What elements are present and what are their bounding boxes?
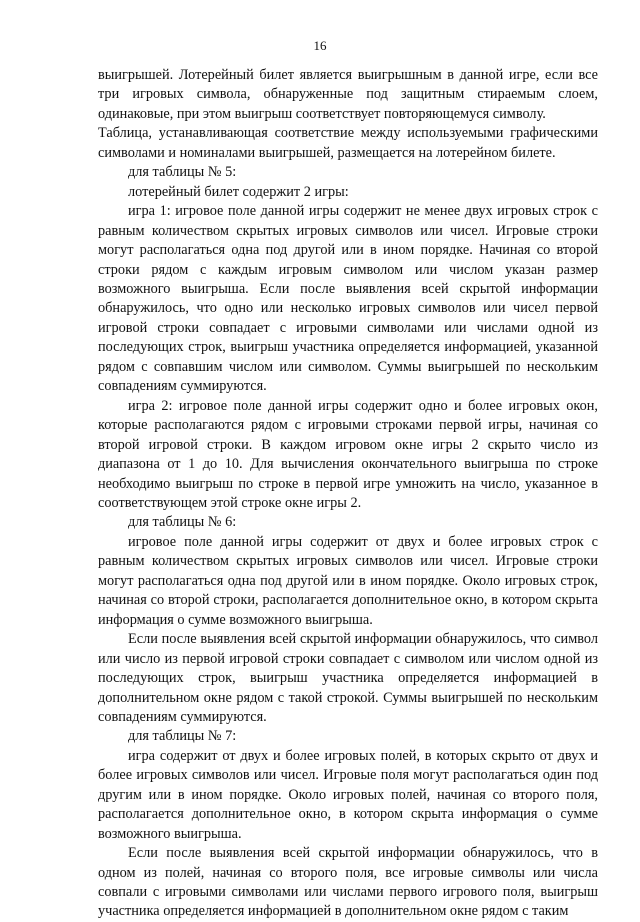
section-label-table-5: для таблицы № 5: [128,164,237,181]
section-label-table-6: для таблицы № 6: [128,514,237,531]
paragraph: лотерейный билет содержит 2 игры: [128,183,349,200]
paragraph-game-2: игра 2: игровое поле данной игры содержит одно и более игровых окон, которые располагаются рядом с игровыми строками первой игры, начиная со второй игровой строки. В каждом игровом окне игры 2 скрыто число из диапазона от 1 до 10. Для вычисления окончательного выигрыша по строке необходимо выигрыш по строке в первой игре умножить на число, указанное в соответствующем этой строке окне игры 2. [98,397,598,511]
paragraph-game-1: игра 1: игровое поле данной игры содержит не менее двух игровых строк с равным количеством скрытых игровых символов или чисел. Игровые строки могут располагаться одна под другой или в ином порядке. Начиная со второй строки рядом с каждым игровым символом или числом указан размер возможного выигрыша. Если после выявления всей скрытой информации обнаружилось, что одно или несколько игровых символов или чисел первой игровой строки совпадает с игровыми символами или числами одной из последующих строк, выигрыш участника определяется информацией, указанной рядом с совпавшим числом или символом. Суммы выигрышей по нескольким совпадениям суммируются. [98,203,598,395]
paragraph: игра содержит от двух и более игровых полей, в которых скрыто от двух и более игровых символов или чисел. Игровые поля могут располагаться один под другим или в ином порядке. Около игровых полей, начиная со второго поля, располагается дополнительное окно, в котором скрыта информация о сумме возможного выигрыша. [98,747,598,842]
paragraph: игровое поле данной игры содержит от двух и более игровых строк с равным количеством скрытых игровых символов или чисел. Игровые строки могут располагаться одна под другой или в ином порядке. Около игровых строк, начиная со второй строки, располагается дополнительное окно, в котором скрыта информация о сумме возможного выигрыша. [98,533,598,628]
paragraph: Если после выявления всей скрытой информации обнаружилось, что в одном из полей, начиная со второго поля, все игровые символы или числа совпали с игровыми символами или числами первого игрового поля, выигрыш участника определяется информацией в дополнительном окне рядом с таким [98,845,598,920]
document-body [98,66,598,922]
paragraph: выигрышей. Лотерейный билет является выигрышным в данной игре, если все три игровых символа, обнаруженные под защитным стираемым слоем, одинаковые, при этом выигрыш соответствует повторяющемуся символу. [98,67,598,122]
paragraph: Если после выявления всей скрытой информации обнаружилось, что символ или число из первой игровой строки совпадает с символом или числом одной из последующих строк, выигрыш участника определяется информацией в дополнительном окне рядом с такой строкой. Суммы выигрышей по нескольким совпадениям суммируются. [98,631,598,725]
section-label-table-7: для таблицы № 7: [128,728,237,745]
paragraph: Таблица, устанавливающая соответствие между используемыми графическими символами и номиналами выигрышей, размещается на лотерейном билете. [98,125,598,161]
page-number: 16 [313,38,327,53]
